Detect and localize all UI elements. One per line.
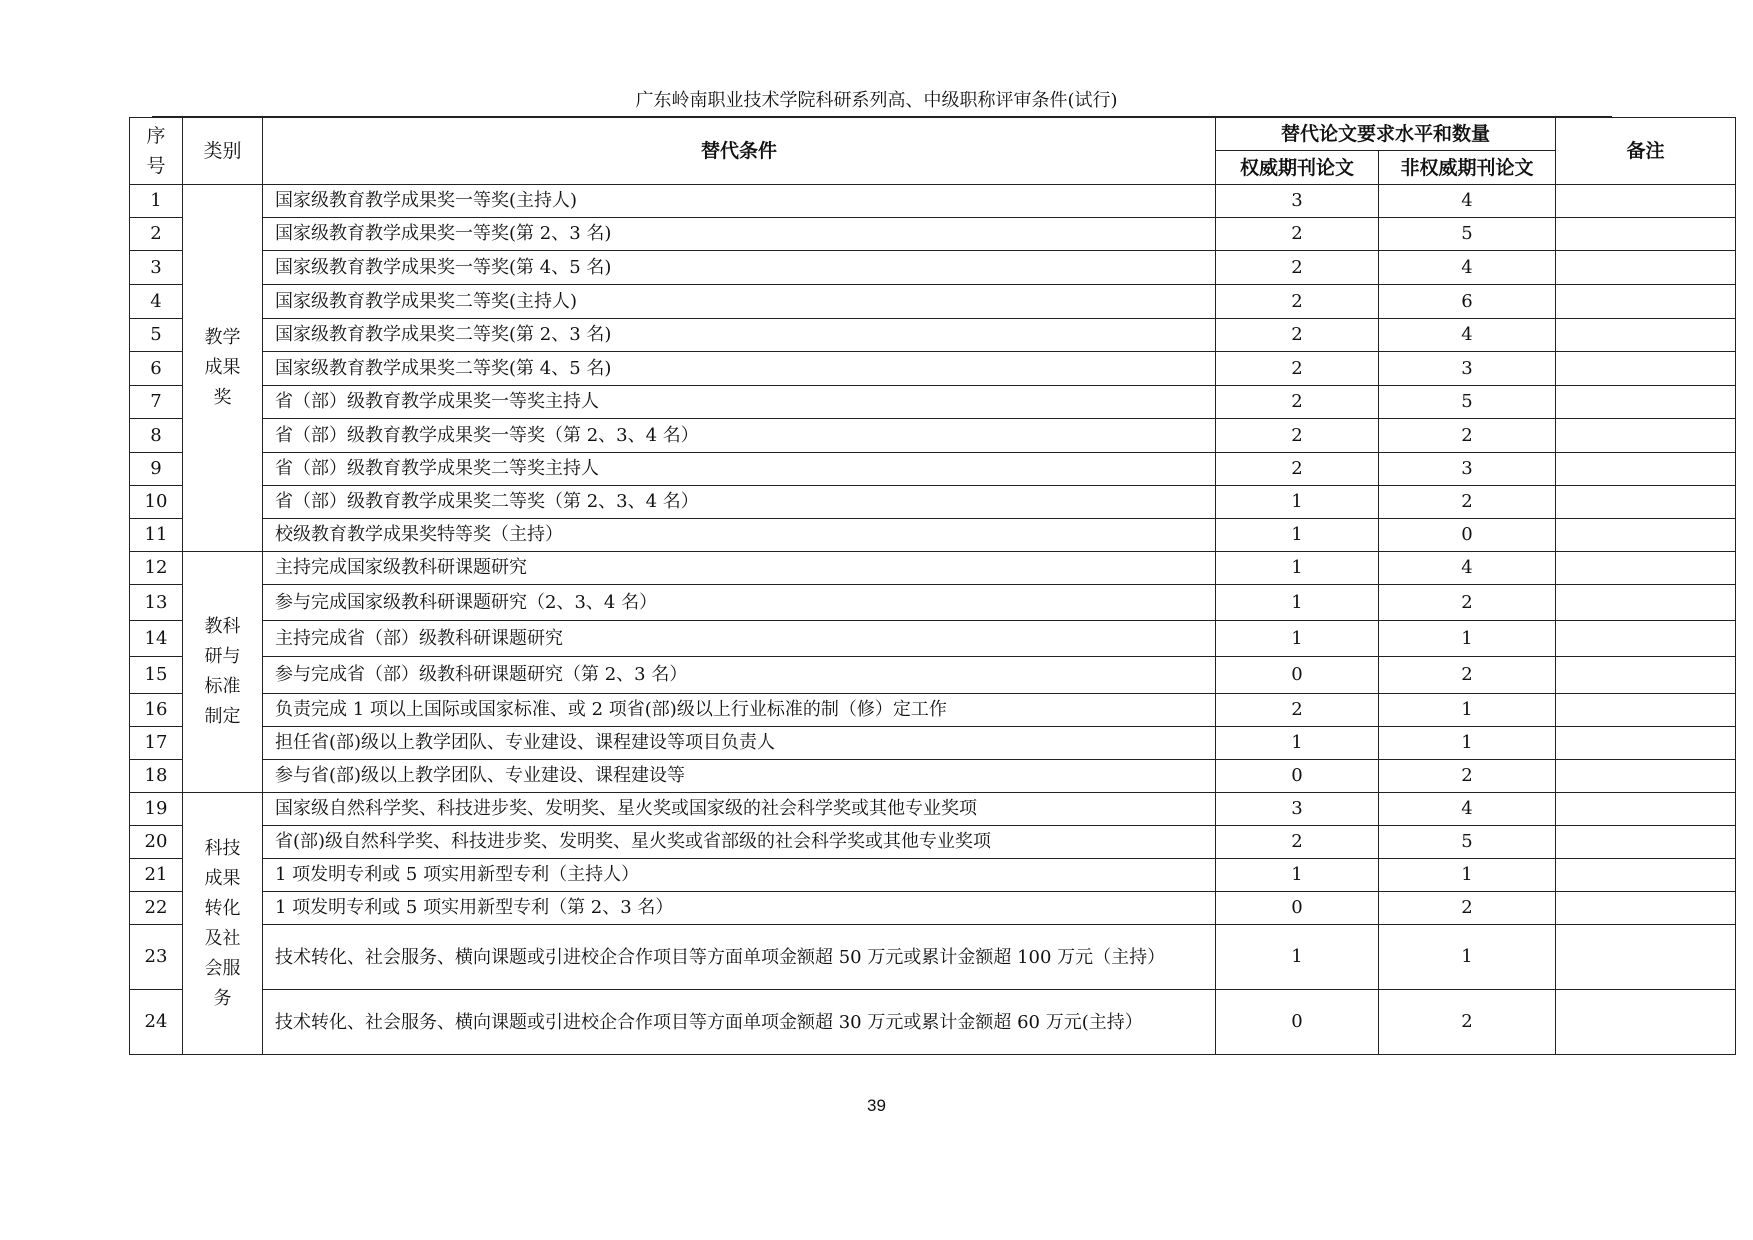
row-condition: 参与完成省（部）级教科研课题研究（第 2、3 名）: [263, 657, 1216, 694]
header-category: 类别: [183, 118, 263, 185]
row-remark: [1556, 793, 1736, 826]
row-condition: 国家级教育教学成果奖一等奖(第 4、5 名): [263, 251, 1216, 285]
row-category: 教科 研与 标准 制定: [183, 552, 263, 793]
row-condition: 省（部）级教育教学成果奖二等奖（第 2、3、4 名）: [263, 486, 1216, 519]
row-condition: 省（部）级教育教学成果奖一等奖（第 2、3、4 名）: [263, 419, 1216, 453]
row-index: 4: [130, 285, 183, 319]
row-non-authoritative-count: 2: [1379, 419, 1556, 453]
row-remark: [1556, 859, 1736, 892]
row-remark: [1556, 585, 1736, 621]
row-index: 16: [130, 694, 183, 727]
table-row: [130, 585, 1736, 621]
row-condition: 1 项发明专利或 5 项实用新型专利（第 2、3 名）: [263, 892, 1216, 925]
row-index: 3: [130, 251, 183, 285]
row-index: 24: [130, 990, 183, 1055]
row-index: 7: [130, 386, 183, 419]
row-authoritative-count: 2: [1216, 352, 1379, 386]
row-condition: 国家级教育教学成果奖二等奖(第 4、5 名): [263, 352, 1216, 386]
row-authoritative-count: 1: [1216, 552, 1379, 585]
table-row: [130, 386, 1736, 419]
table-row: [130, 185, 1736, 218]
header-non-authoritative-journal: 非权威期刊论文: [1379, 151, 1556, 185]
row-condition: 省（部）级教育教学成果奖二等奖主持人: [263, 453, 1216, 486]
table-row: [130, 552, 1736, 585]
row-non-authoritative-count: 4: [1379, 319, 1556, 352]
row-non-authoritative-count: 2: [1379, 657, 1556, 694]
table-row: [130, 285, 1736, 319]
row-remark: [1556, 352, 1736, 386]
row-remark: [1556, 552, 1736, 585]
row-condition: 国家级教育教学成果奖二等奖(主持人): [263, 285, 1216, 319]
row-non-authoritative-count: 1: [1379, 925, 1556, 990]
row-category: 科技 成果 转化 及社 会服 务: [183, 793, 263, 1055]
row-index: 11: [130, 519, 183, 552]
table-row: [130, 453, 1736, 486]
row-authoritative-count: 2: [1216, 386, 1379, 419]
row-non-authoritative-count: 4: [1379, 185, 1556, 218]
row-non-authoritative-count: 3: [1379, 453, 1556, 486]
table-row: [130, 826, 1736, 859]
row-remark: [1556, 657, 1736, 694]
row-non-authoritative-count: 1: [1379, 694, 1556, 727]
row-index: 6: [130, 352, 183, 386]
row-remark: [1556, 727, 1736, 760]
row-condition: 1 项发明专利或 5 项实用新型专利（主持人）: [263, 859, 1216, 892]
row-non-authoritative-count: 0: [1379, 519, 1556, 552]
table-row: [130, 218, 1736, 251]
row-non-authoritative-count: 1: [1379, 859, 1556, 892]
row-authoritative-count: 2: [1216, 285, 1379, 319]
row-index: 10: [130, 486, 183, 519]
row-remark: [1556, 694, 1736, 727]
header-authoritative-journal: 权威期刊论文: [1216, 151, 1379, 185]
row-condition: 省(部)级自然科学奖、科技进步奖、发明奖、星火奖或省部级的社会科学奖或其他专业奖项: [263, 826, 1216, 859]
row-condition: 国家级教育教学成果奖一等奖(主持人): [263, 185, 1216, 218]
row-condition: 负责完成 1 项以上国际或国家标准、或 2 项省(部)级以上行业标准的制（修）定工作: [263, 694, 1216, 727]
table-row: [130, 727, 1736, 760]
row-remark: [1556, 621, 1736, 657]
substitution-conditions-table: [129, 117, 1736, 1055]
row-non-authoritative-count: 2: [1379, 585, 1556, 621]
header-index: 序 号: [130, 118, 183, 185]
row-authoritative-count: 3: [1216, 185, 1379, 218]
row-authoritative-count: 2: [1216, 319, 1379, 352]
row-non-authoritative-count: 2: [1379, 892, 1556, 925]
table-row: [130, 251, 1736, 285]
table-body: [130, 185, 1736, 1055]
row-index: 5: [130, 319, 183, 352]
row-category: 教学 成果 奖: [183, 185, 263, 552]
row-remark: [1556, 826, 1736, 859]
header-remarks: 备注: [1556, 118, 1736, 185]
row-index: 18: [130, 760, 183, 793]
row-non-authoritative-count: 5: [1379, 386, 1556, 419]
row-condition: 参与省(部)级以上教学团队、专业建设、课程建设等: [263, 760, 1216, 793]
row-condition: 主持完成省（部）级教科研课题研究: [263, 621, 1216, 657]
row-remark: [1556, 185, 1736, 218]
row-remark: [1556, 419, 1736, 453]
row-authoritative-count: 2: [1216, 453, 1379, 486]
row-remark: [1556, 486, 1736, 519]
row-remark: [1556, 925, 1736, 990]
row-condition: 参与完成国家级教科研课题研究（2、3、4 名）: [263, 585, 1216, 621]
row-index: 19: [130, 793, 183, 826]
row-remark: [1556, 319, 1736, 352]
row-index: 9: [130, 453, 183, 486]
header-paper-requirement: 替代论文要求水平和数量: [1216, 118, 1556, 151]
row-non-authoritative-count: 5: [1379, 826, 1556, 859]
table-row: [130, 760, 1736, 793]
table-row: [130, 519, 1736, 552]
row-authoritative-count: 2: [1216, 694, 1379, 727]
row-index: 17: [130, 727, 183, 760]
table-row: [130, 859, 1736, 892]
row-authoritative-count: 1: [1216, 925, 1379, 990]
row-remark: [1556, 218, 1736, 251]
row-non-authoritative-count: 2: [1379, 760, 1556, 793]
row-remark: [1556, 892, 1736, 925]
row-authoritative-count: 1: [1216, 859, 1379, 892]
row-authoritative-count: 0: [1216, 990, 1379, 1055]
row-condition: 担任省(部)级以上教学团队、专业建设、课程建设等项目负责人: [263, 727, 1216, 760]
row-authoritative-count: 1: [1216, 621, 1379, 657]
row-index: 1: [130, 185, 183, 218]
page-header-title: 广东岭南职业技术学院科研系列高、中级职称评审条件(试行): [635, 90, 1118, 111]
row-non-authoritative-count: 2: [1379, 486, 1556, 519]
row-index: 8: [130, 419, 183, 453]
row-authoritative-count: 2: [1216, 419, 1379, 453]
row-index: 15: [130, 657, 183, 694]
row-index: 23: [130, 925, 183, 990]
row-remark: [1556, 453, 1736, 486]
table-row: [130, 486, 1736, 519]
row-index: 22: [130, 892, 183, 925]
row-non-authoritative-count: 4: [1379, 251, 1556, 285]
row-authoritative-count: 3: [1216, 793, 1379, 826]
table-row: [130, 419, 1736, 453]
row-index: 2: [130, 218, 183, 251]
row-authoritative-count: 0: [1216, 760, 1379, 793]
row-remark: [1556, 519, 1736, 552]
row-index: 20: [130, 826, 183, 859]
table-row: [130, 990, 1736, 1055]
table-row: [130, 925, 1736, 990]
row-remark: [1556, 990, 1736, 1055]
header-condition: 替代条件: [263, 118, 1216, 185]
row-non-authoritative-count: 5: [1379, 218, 1556, 251]
row-condition: 主持完成国家级教科研课题研究: [263, 552, 1216, 585]
row-index: 12: [130, 552, 183, 585]
row-authoritative-count: 0: [1216, 892, 1379, 925]
row-authoritative-count: 2: [1216, 251, 1379, 285]
table-row: [130, 793, 1736, 826]
row-remark: [1556, 760, 1736, 793]
row-authoritative-count: 1: [1216, 486, 1379, 519]
row-index: 14: [130, 621, 183, 657]
row-remark: [1556, 251, 1736, 285]
row-condition: 国家级教育教学成果奖一等奖(第 2、3 名): [263, 218, 1216, 251]
row-non-authoritative-count: 6: [1379, 285, 1556, 319]
row-authoritative-count: 1: [1216, 519, 1379, 552]
row-non-authoritative-count: 2: [1379, 990, 1556, 1055]
row-authoritative-count: 0: [1216, 657, 1379, 694]
table-row: [130, 892, 1736, 925]
page-number: 39: [867, 1096, 886, 1115]
row-condition: 技术转化、社会服务、横向课题或引进校企合作项目等方面单项金额超 50 万元或累计金额超 100 万元（主持）: [263, 925, 1216, 990]
row-authoritative-count: 2: [1216, 826, 1379, 859]
table-row: [130, 319, 1736, 352]
row-condition: 技术转化、社会服务、横向课题或引进校企合作项目等方面单项金额超 30 万元或累计金额超 60 万元(主持）: [263, 990, 1216, 1055]
row-non-authoritative-count: 4: [1379, 793, 1556, 826]
row-non-authoritative-count: 1: [1379, 727, 1556, 760]
table-row: [130, 657, 1736, 694]
row-authoritative-count: 2: [1216, 218, 1379, 251]
table-row: [130, 352, 1736, 386]
row-non-authoritative-count: 1: [1379, 621, 1556, 657]
row-non-authoritative-count: 3: [1379, 352, 1556, 386]
table-row: [130, 694, 1736, 727]
row-index: 13: [130, 585, 183, 621]
row-condition: 国家级自然科学奖、科技进步奖、发明奖、星火奖或国家级的社会科学奖或其他专业奖项: [263, 793, 1216, 826]
row-remark: [1556, 285, 1736, 319]
row-authoritative-count: 1: [1216, 585, 1379, 621]
row-non-authoritative-count: 4: [1379, 552, 1556, 585]
row-condition: 省（部）级教育教学成果奖一等奖主持人: [263, 386, 1216, 419]
row-remark: [1556, 386, 1736, 419]
row-index: 21: [130, 859, 183, 892]
row-condition: 国家级教育教学成果奖二等奖(第 2、3 名): [263, 319, 1216, 352]
row-condition: 校级教育教学成果奖特等奖（主持）: [263, 519, 1216, 552]
table-row: [130, 621, 1736, 657]
row-authoritative-count: 1: [1216, 727, 1379, 760]
